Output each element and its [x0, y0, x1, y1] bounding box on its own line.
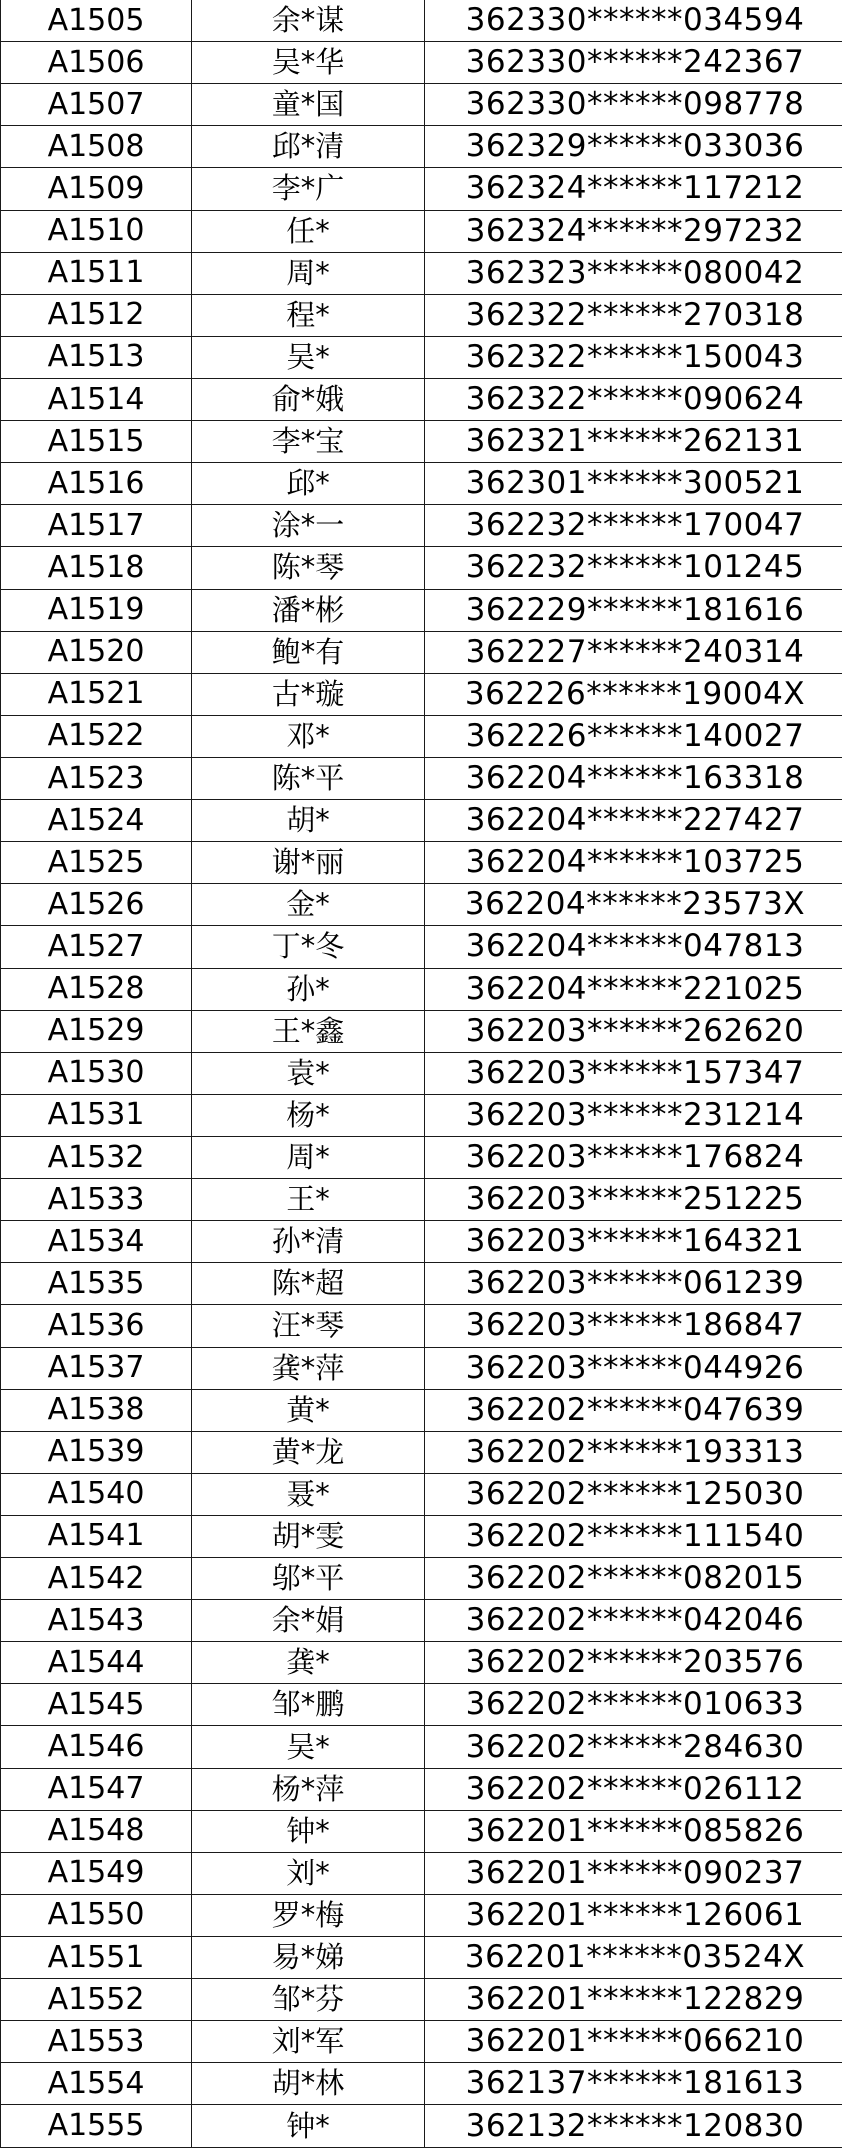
name-cell: 孙*清	[192, 1221, 425, 1263]
name-cell: 邱*	[192, 463, 425, 505]
name-cell: 古*璇	[192, 673, 425, 715]
id-number-cell: 362203******164321	[425, 1221, 842, 1263]
id-cell: A1517	[1, 505, 192, 547]
table-row	[1, 463, 842, 505]
name-cell: 任*	[192, 210, 425, 252]
table-row	[1, 589, 842, 631]
id-cell: A1551	[1, 1937, 192, 1979]
id-cell: A1505	[1, 0, 192, 42]
name-cell: 邬*平	[192, 1558, 425, 1600]
id-cell: A1542	[1, 1558, 192, 1600]
table-row	[1, 1136, 842, 1178]
id-number-cell: 362201******066210	[425, 2021, 842, 2063]
id-cell: A1531	[1, 1094, 192, 1136]
table-row	[1, 1726, 842, 1768]
name-cell: 胡*	[192, 800, 425, 842]
id-cell: A1529	[1, 1010, 192, 1052]
id-number-cell: 362227******240314	[425, 631, 842, 673]
id-number-cell: 362202******203576	[425, 1642, 842, 1684]
name-cell: 胡*林	[192, 2063, 425, 2105]
name-cell: 俞*娥	[192, 378, 425, 420]
table-row	[1, 378, 842, 420]
table-row	[1, 252, 842, 294]
id-cell: A1506	[1, 42, 192, 84]
table-row	[1, 1263, 842, 1305]
table-row	[1, 1389, 842, 1431]
table-row	[1, 968, 842, 1010]
id-cell: A1538	[1, 1389, 192, 1431]
table-row	[1, 210, 842, 252]
id-number-cell: 362202******047639	[425, 1389, 842, 1431]
name-cell: 吴*	[192, 336, 425, 378]
table-row	[1, 1684, 842, 1726]
id-number-cell: 362203******186847	[425, 1305, 842, 1347]
id-number-cell: 362201******085826	[425, 1810, 842, 1852]
id-cell: A1536	[1, 1305, 192, 1347]
name-cell: 黄*龙	[192, 1431, 425, 1473]
table-row	[1, 757, 842, 799]
id-number-cell: 362229******181616	[425, 589, 842, 631]
id-number-cell: 362226******19004X	[425, 673, 842, 715]
name-cell: 邹*芬	[192, 1979, 425, 2021]
table-row	[1, 294, 842, 336]
id-cell: A1535	[1, 1263, 192, 1305]
name-cell: 谢*丽	[192, 842, 425, 884]
id-number-cell: 362202******111540	[425, 1515, 842, 1557]
id-number-cell: 362202******193313	[425, 1431, 842, 1473]
table-row	[1, 1852, 842, 1894]
name-cell: 潘*彬	[192, 589, 425, 631]
id-number-cell: 362330******242367	[425, 42, 842, 84]
table-row	[1, 1094, 842, 1136]
id-cell: A1524	[1, 800, 192, 842]
table-row	[1, 421, 842, 463]
table-body	[1, 0, 842, 2147]
table-row	[1, 842, 842, 884]
id-cell: A1519	[1, 589, 192, 631]
id-cell: A1550	[1, 1894, 192, 1936]
table-row	[1, 1052, 842, 1094]
table-row	[1, 1558, 842, 1600]
table-row	[1, 2063, 842, 2105]
id-cell: A1526	[1, 884, 192, 926]
id-cell: A1521	[1, 673, 192, 715]
name-cell: 吴*	[192, 1726, 425, 1768]
id-number-cell: 362202******026112	[425, 1768, 842, 1810]
name-cell: 钟*	[192, 1810, 425, 1852]
table-row	[1, 1600, 842, 1642]
id-cell: A1518	[1, 547, 192, 589]
id-cell: A1525	[1, 842, 192, 884]
id-cell: A1543	[1, 1600, 192, 1642]
id-cell: A1508	[1, 126, 192, 168]
id-number-cell: 362204******163318	[425, 757, 842, 799]
name-cell: 李*宝	[192, 421, 425, 463]
name-cell: 丁*冬	[192, 926, 425, 968]
name-cell: 邓*	[192, 715, 425, 757]
table-row	[1, 1431, 842, 1473]
id-cell: A1507	[1, 84, 192, 126]
id-number-cell: 362204******103725	[425, 842, 842, 884]
id-cell: A1537	[1, 1347, 192, 1389]
table-row	[1, 1473, 842, 1515]
id-cell: A1527	[1, 926, 192, 968]
table-row	[1, 673, 842, 715]
table-row	[1, 168, 842, 210]
name-cell: 钟*	[192, 2105, 425, 2147]
table-row	[1, 1010, 842, 1052]
table-row	[1, 1768, 842, 1810]
id-cell: A1530	[1, 1052, 192, 1094]
id-cell: A1514	[1, 378, 192, 420]
id-number-cell: 362321******262131	[425, 421, 842, 463]
table-row	[1, 336, 842, 378]
id-number-cell: 362204******23573X	[425, 884, 842, 926]
id-number-cell: 362203******251225	[425, 1179, 842, 1221]
id-number-cell: 362232******170047	[425, 505, 842, 547]
name-cell: 龚*	[192, 1642, 425, 1684]
id-number-cell: 362203******061239	[425, 1263, 842, 1305]
name-cell: 周*	[192, 1136, 425, 1178]
id-number-cell: 362324******117212	[425, 168, 842, 210]
name-cell: 童*国	[192, 84, 425, 126]
id-cell: A1549	[1, 1852, 192, 1894]
name-cell: 程*	[192, 294, 425, 336]
id-number-cell: 362202******284630	[425, 1726, 842, 1768]
table-row	[1, 1979, 842, 2021]
table-row	[1, 884, 842, 926]
name-cell: 余*娟	[192, 1600, 425, 1642]
id-number-cell: 362330******034594	[425, 0, 842, 42]
id-number-cell: 362132******120830	[425, 2105, 842, 2147]
name-cell: 杨*萍	[192, 1768, 425, 1810]
id-cell: A1511	[1, 252, 192, 294]
table-row	[1, 547, 842, 589]
table-row	[1, 1515, 842, 1557]
table-row	[1, 42, 842, 84]
id-number-cell: 362203******044926	[425, 1347, 842, 1389]
id-number-cell: 362204******047813	[425, 926, 842, 968]
table-row	[1, 0, 842, 42]
id-cell: A1523	[1, 757, 192, 799]
id-number-cell: 362301******300521	[425, 463, 842, 505]
id-cell: A1554	[1, 2063, 192, 2105]
id-cell: A1509	[1, 168, 192, 210]
id-cell: A1528	[1, 968, 192, 1010]
id-number-cell: 362204******221025	[425, 968, 842, 1010]
name-cell: 胡*雯	[192, 1515, 425, 1557]
id-cell: A1534	[1, 1221, 192, 1263]
name-cell: 杨*	[192, 1094, 425, 1136]
id-number-cell: 362324******297232	[425, 210, 842, 252]
id-cell: A1544	[1, 1642, 192, 1684]
id-number-cell: 362202******082015	[425, 1558, 842, 1600]
id-cell: A1522	[1, 715, 192, 757]
id-number-cell: 362202******125030	[425, 1473, 842, 1515]
id-number-cell: 362322******090624	[425, 378, 842, 420]
name-cell: 王*	[192, 1179, 425, 1221]
id-number-cell: 362201******122829	[425, 1979, 842, 2021]
name-cell: 王*鑫	[192, 1010, 425, 1052]
table-row	[1, 1810, 842, 1852]
id-cell: A1540	[1, 1473, 192, 1515]
id-cell: A1515	[1, 421, 192, 463]
id-number-cell: 362203******231214	[425, 1094, 842, 1136]
name-cell: 汪*琴	[192, 1305, 425, 1347]
id-number-cell: 362322******150043	[425, 336, 842, 378]
table-row	[1, 84, 842, 126]
name-cell: 袁*	[192, 1052, 425, 1094]
name-cell: 余*谋	[192, 0, 425, 42]
table-row	[1, 1347, 842, 1389]
id-cell: A1533	[1, 1179, 192, 1221]
name-cell: 龚*萍	[192, 1347, 425, 1389]
name-cell: 鲍*有	[192, 631, 425, 673]
id-cell: A1547	[1, 1768, 192, 1810]
id-cell: A1532	[1, 1136, 192, 1178]
id-cell: A1516	[1, 463, 192, 505]
name-cell: 陈*琴	[192, 547, 425, 589]
id-cell: A1513	[1, 336, 192, 378]
id-cell: A1510	[1, 210, 192, 252]
id-number-cell: 362203******262620	[425, 1010, 842, 1052]
table-row	[1, 1305, 842, 1347]
table-row	[1, 1221, 842, 1263]
table-row	[1, 631, 842, 673]
id-number-cell: 362330******098778	[425, 84, 842, 126]
id-number-cell: 362232******101245	[425, 547, 842, 589]
name-cell: 邹*鹏	[192, 1684, 425, 1726]
id-cell: A1512	[1, 294, 192, 336]
id-number-cell: 362202******010633	[425, 1684, 842, 1726]
name-cell: 李*广	[192, 168, 425, 210]
id-number-cell: 362322******270318	[425, 294, 842, 336]
name-cell: 周*	[192, 252, 425, 294]
id-number-cell: 362203******176824	[425, 1136, 842, 1178]
id-cell: A1546	[1, 1726, 192, 1768]
id-number-cell: 362203******157347	[425, 1052, 842, 1094]
id-cell: A1541	[1, 1515, 192, 1557]
name-cell: 刘*	[192, 1852, 425, 1894]
id-cell: A1539	[1, 1431, 192, 1473]
table-row	[1, 926, 842, 968]
name-cell: 吴*华	[192, 42, 425, 84]
name-cell: 聂*	[192, 1473, 425, 1515]
id-number-cell: 362204******227427	[425, 800, 842, 842]
name-cell: 邱*清	[192, 126, 425, 168]
table-row	[1, 505, 842, 547]
name-cell: 刘*军	[192, 2021, 425, 2063]
id-cell: A1552	[1, 1979, 192, 2021]
name-cell: 罗*梅	[192, 1894, 425, 1936]
name-cell: 涂*一	[192, 505, 425, 547]
table-row	[1, 715, 842, 757]
id-number-cell: 362201******090237	[425, 1852, 842, 1894]
id-number-cell: 362226******140027	[425, 715, 842, 757]
id-cell: A1520	[1, 631, 192, 673]
name-cell: 金*	[192, 884, 425, 926]
name-cell: 孙*	[192, 968, 425, 1010]
id-cell: A1555	[1, 2105, 192, 2147]
table-row	[1, 2021, 842, 2063]
table-row	[1, 1179, 842, 1221]
name-cell: 易*娣	[192, 1937, 425, 1979]
table-row	[1, 1642, 842, 1684]
name-cell: 陈*超	[192, 1263, 425, 1305]
id-number-cell: 362323******080042	[425, 252, 842, 294]
id-number-cell: 362201******126061	[425, 1894, 842, 1936]
id-number-cell: 362202******042046	[425, 1600, 842, 1642]
table-row	[1, 800, 842, 842]
id-cell: A1548	[1, 1810, 192, 1852]
id-number-cell: 362201******03524X	[425, 1937, 842, 1979]
table-row	[1, 1894, 842, 1936]
id-number-cell: 362137******181613	[425, 2063, 842, 2105]
name-cell: 陈*平	[192, 757, 425, 799]
table-row	[1, 126, 842, 168]
id-cell: A1545	[1, 1684, 192, 1726]
id-cell: A1553	[1, 2021, 192, 2063]
table-row	[1, 1937, 842, 1979]
name-cell: 黄*	[192, 1389, 425, 1431]
id-number-cell: 362329******033036	[425, 126, 842, 168]
table-row	[1, 2105, 842, 2147]
